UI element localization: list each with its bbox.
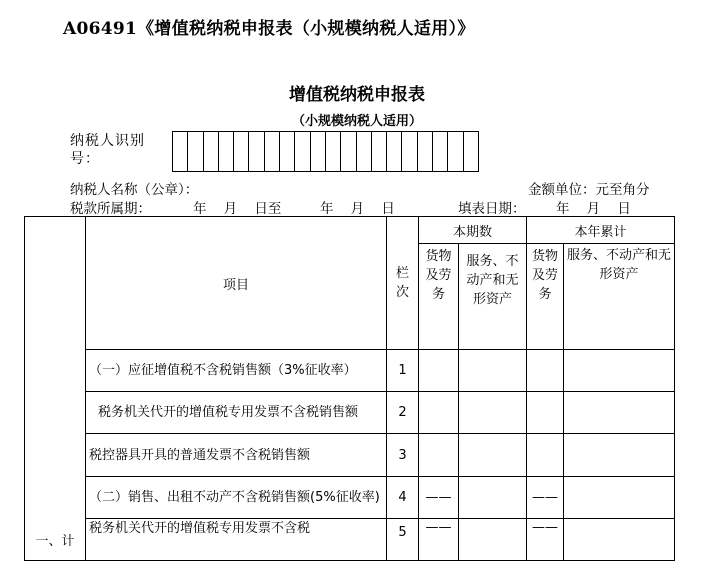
- id-digit-box[interactable]: [357, 131, 372, 172]
- row-cell[interactable]: [527, 350, 564, 392]
- taxpayer-id-boxes[interactable]: [172, 131, 479, 172]
- row-cell[interactable]: [419, 350, 459, 392]
- row-cell[interactable]: [564, 350, 675, 392]
- id-digit-box[interactable]: [387, 131, 402, 172]
- row-cell[interactable]: [459, 350, 527, 392]
- col-goods-header: 货物及劳务: [419, 244, 459, 350]
- row-cell[interactable]: [564, 434, 675, 477]
- col-line-header: 栏次: [387, 217, 419, 350]
- row-cell[interactable]: [527, 434, 564, 477]
- row-label: （一）应征增值税不含税销售额（3%征收率）: [86, 350, 387, 392]
- row-cell[interactable]: [564, 477, 675, 519]
- id-digit-box[interactable]: [234, 131, 249, 172]
- row-line-number: 4: [387, 477, 419, 519]
- period-to[interactable]: 年 月 日: [320, 201, 395, 217]
- id-digit-box[interactable]: [219, 131, 234, 172]
- table-row: [25, 434, 675, 477]
- form-title: 增值税纳税申报表: [289, 85, 425, 105]
- form-subtitle: （小规模纳税人适用）: [291, 114, 422, 129]
- id-digit-box[interactable]: [448, 131, 463, 172]
- document-title: A06491《增值税纳税申报表（小规模纳税人适用）》: [63, 19, 475, 39]
- row-cell[interactable]: [564, 392, 675, 434]
- id-digit-box[interactable]: [341, 131, 356, 172]
- period-from[interactable]: 年 月 日至: [193, 201, 282, 217]
- amount-unit: 金额单位：元至角分: [528, 182, 650, 198]
- id-digit-box[interactable]: [418, 131, 433, 172]
- row-label: 税务机关代开的增值税专用发票不含税销售额: [86, 392, 387, 434]
- row-label: 税务机关代开的增值税专用发票不含税: [86, 519, 387, 561]
- dash-cell: ——: [527, 519, 564, 561]
- row-line-number: 2: [387, 392, 419, 434]
- row-cell[interactable]: [527, 392, 564, 434]
- col-year-goods-header: 货物及劳务: [527, 244, 564, 350]
- id-digit-box[interactable]: [372, 131, 387, 172]
- id-digit-box[interactable]: [311, 131, 326, 172]
- row-label: 税控器具开具的普通发票不含税销售额: [86, 434, 387, 477]
- id-digit-box[interactable]: [265, 131, 280, 172]
- row-label: （二）销售、出租不动产不含税销售额(5%征收率): [86, 477, 387, 519]
- col-year-total-header: 本年累计: [527, 217, 675, 244]
- table-row: [25, 519, 675, 561]
- table-row: [25, 350, 675, 392]
- id-digit-box[interactable]: [173, 131, 188, 172]
- id-digit-box[interactable]: [464, 131, 479, 172]
- table-row: [25, 392, 675, 434]
- dash-cell: ——: [419, 519, 459, 561]
- row-cell[interactable]: [459, 519, 527, 561]
- row-cell[interactable]: [459, 434, 527, 477]
- declaration-table: [24, 216, 675, 561]
- id-digit-box[interactable]: [326, 131, 341, 172]
- id-digit-box[interactable]: [433, 131, 448, 172]
- row-cell[interactable]: [419, 392, 459, 434]
- dash-cell: ——: [527, 477, 564, 519]
- row-line-number: 5: [387, 519, 419, 561]
- row-cell[interactable]: [459, 392, 527, 434]
- taxpayer-id-label: 纳税人识别号：: [70, 133, 145, 167]
- taxpayer-name-label: 纳税人名称（公章）：: [70, 182, 199, 198]
- row-cell[interactable]: [459, 477, 527, 519]
- row-cell[interactable]: [419, 434, 459, 477]
- row-line-number: 1: [387, 350, 419, 392]
- fill-date-label: 填表日期：: [458, 201, 526, 217]
- col-item-header: 项目: [86, 217, 387, 350]
- dash-cell: ——: [419, 477, 459, 519]
- col-year-services-header: 服务、不动产和无形资产: [564, 244, 675, 350]
- table-row: [25, 477, 675, 519]
- id-digit-box[interactable]: [280, 131, 295, 172]
- col-current-period-header: 本期数: [419, 217, 527, 244]
- id-digit-box[interactable]: [188, 131, 203, 172]
- id-digit-box[interactable]: [249, 131, 264, 172]
- id-digit-box[interactable]: [204, 131, 219, 172]
- row-cell[interactable]: [564, 519, 675, 561]
- col-services-header: 服务、不动产和无形资产: [459, 244, 527, 350]
- id-digit-box[interactable]: [295, 131, 310, 172]
- id-digit-box[interactable]: [402, 131, 417, 172]
- period-label: 税款所属期：: [70, 201, 151, 217]
- category-cell: 一、计: [25, 217, 86, 561]
- row-line-number: 3: [387, 434, 419, 477]
- fill-date-value[interactable]: 年 月 日: [556, 201, 631, 217]
